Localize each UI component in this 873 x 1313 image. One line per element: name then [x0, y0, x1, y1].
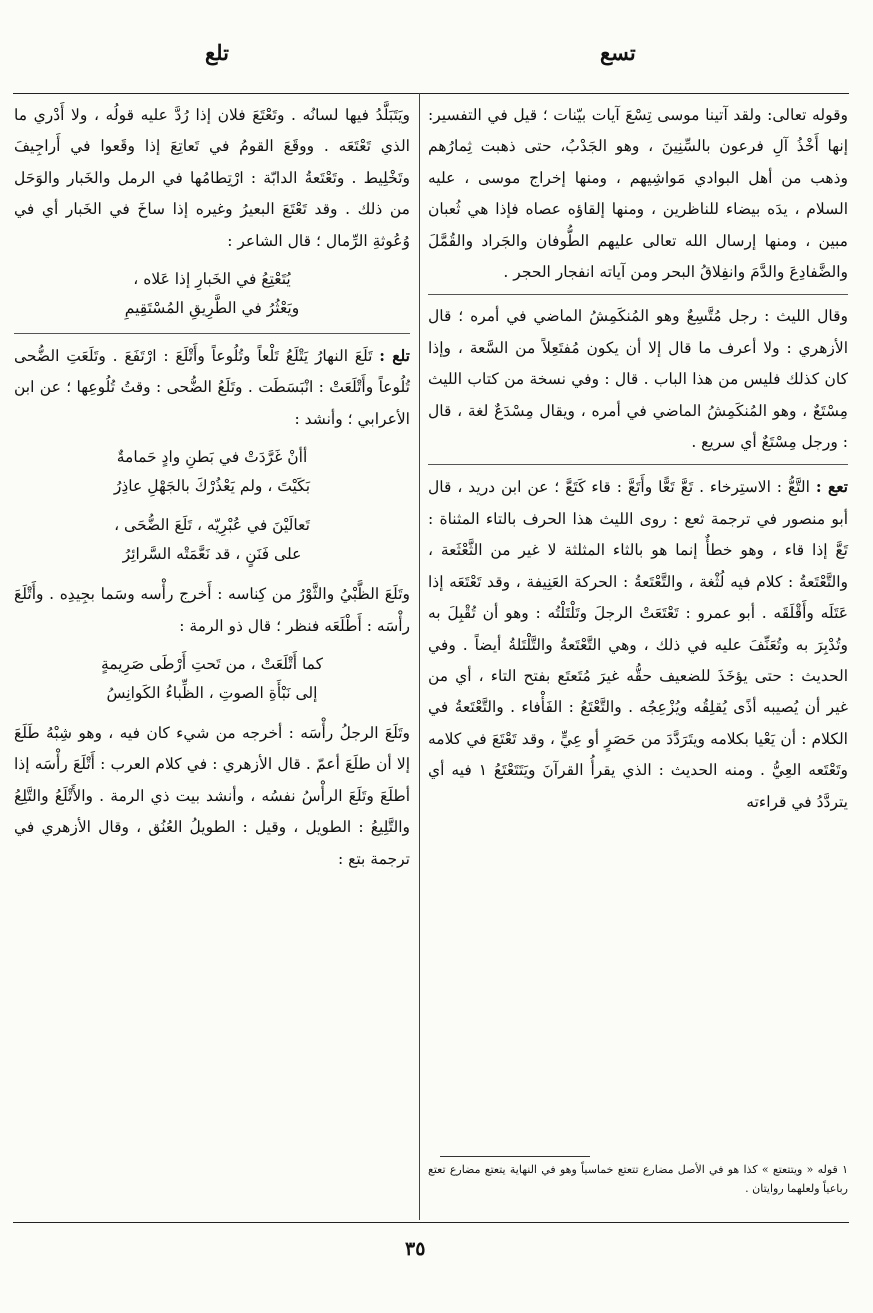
poem-verse-block: [14, 265, 410, 323]
verse-line: أأنْ غَرَّدَتْ في بَطنِ وادٍ حَمامةٌ: [116, 448, 308, 467]
entry-tala: [14, 340, 410, 435]
header-left-word: تلع: [205, 40, 229, 65]
paragraph-divider: [428, 464, 848, 465]
left-column: [14, 100, 410, 875]
verse-line: يُتَعْتِعُ في الخَبارِ إذا عَلاه ،: [133, 270, 291, 289]
page-number: ٣٥: [405, 1238, 426, 1260]
verse-line: ويَعْثُرُ في الطَّرِيقِ المُسْتَقِيمِ: [124, 299, 300, 318]
entry-tasa-laith: وقال الليث : رجل مُتَّسِعٌ وهو المُنكَمِشُ الماضي في أمره ؛ قال الأزهري : ولا أعرف ما قال إلا أن يكون مُفتَعِلاً من السَّعة ، وإذا كان كذلك فليس من هذا الباب . قال : وفي نسخة من كتاب الليث مِسْتَعٌ ، وهو المُنكَمِشُ الماضي في أمره ، ويقال مِسْدَعٌ لغة ، قال : ورجل مِسْتَعٌ أي سريع .: [428, 307, 848, 452]
entry-headword-tala: تلع :: [379, 346, 410, 366]
poem-verse-block: [14, 511, 410, 569]
entry-body-tala: تَلَعَ النهارُ يَتْلَعُ تَلْعاً وتُلُوعاً وأَتْلَعَ : ارْتَفَعَ . وتَلَعَتِ الضُّحى تُلُوعاً وأَتْلَعَتْ : انْبَسَطَت . وتَلَعُ الضُّحى : وقتُ تُلُوعِها ؛ عن ابن الأعرابي ؛ وأنشد :: [14, 347, 410, 428]
entry-tasa-continued: وقوله تعالى: ولقد آتينا موسى تِسْعَ آيات بيّنات ؛ قيل في التفسير: إنها أَخْذُ آلِ فرعون بالسِّنِينَ ، وهو الجَدْبُ، حتى ذهبت ثِمارُهم وذهب من أهل البوادي مَواشِيهم ، ومنها إخراج موسى ، عليه السلام ، يدَه بيضاء للناظرين ، ومنها إلقاؤه عصاه فإذا هي ثُعبان مبين ، ومنها إرسال الله تعالى عليهم الطُّوفان والجَراد والقُمَّلَ والضَّفادِعَ والدَّمَ وانفِلاقُ البحر ومن آياته انفجار الحجر .: [428, 106, 848, 282]
entry-taa: [428, 471, 848, 817]
verse-line: تَعالَيْنَ في عُبْرِيّه ، تَلَعَ الضُّحَى ،: [114, 516, 310, 535]
paragraph-divider: [14, 333, 410, 334]
verse-line: على فَنَنٍ ، قد نَعَّمَتْه السَّرائِرُ: [122, 545, 302, 564]
header-rule: [13, 93, 849, 94]
verse-line: بَكَيْتَ ، ولم يَعْذُرْكَ بالجَهْلِ عاذِرُ: [113, 477, 311, 496]
verse-line: كما أَتْلَعَتْ ، من تَحتِ أَرْطَى صَرِيمةٍ: [100, 655, 324, 674]
poem-verse-block: [14, 650, 410, 708]
right-column: [428, 100, 848, 818]
entry-taa-continued: ويَتَبَلَّدُ فيها لسانُه . وتَعْتَعَ فلان إذا رُدَّ عليه قولُه ، ولا أَدْري ما الذي تَعْتَعَه . ووقَعَ القومُ في تَعاتِعَ إذا وقَعوا في أَراجِيفَ وتَخْلِيط . وتَعْتَعةُ الدابّة : ارْتِطامُها في الرمل والخَبار والوَحَل من ذلك . وقد تَعْتَعَ البعيرُ وغيره إذا ساخَ في الخَبار أي في وُعُوثةِ الرِّمال ؛ قال الشاعر :: [14, 106, 410, 250]
entry-body-taa: التَّعُّ : الاستِرخاء . تَعَّ تَعًّا وأَتَعَّ : قاء كَتَعَّ ؛ عن ابن دريد ، قال أبو منصور في ترجمة ثعع : روى الليث هذا الحرف بالتاء المثناة : تَعَّ إذا قاء ، وهو خطأٌ إنما هو بالثاء المثلثة لا غير من الثَّعْثَعة ، والتَّعْتَعةُ : كلام فيه لُثْغة ، والتَّعْتَعةُ : الحركة العَنِيفة ، وقد تَعْتَعَه إذا عَتَلَه وأَقْلَقَه . أبو عمرو : تَعْتَعَتْ الرجلَ وتَلْتَلْتُه : وهو أن تُقْبِلَ به وتُدْبِرَ به وتُعَنِّفَ عليه في ذلك ، وهي التَّعْتَعةُ والتَّلْتَلةُ أيضاً . وفي الحديث : حتى يؤخَذَ للضعيف حقُّه غيرَ مُتَعتَع بفتح التاء ، أي من غير أن يُصيبه أذًى يُقلِقُه ويُزْعِجُه . والتَّعْتَعُ : الفَأْفاء . والتَّعْتَعةُ في الكلام : أن يَعْيا بكلامه ويتَرَدَّدَ من حَصَرٍ أو عِيٍّ ، وقد تَعْتَعَ في كلامه وتَعْتَعه العِيُّ . ومنه الحديث : الذي يقرأُ القرآنَ ويَتَتَعْتَعُ ١ فيه أي يتردَّدُ في قراءته: [428, 478, 848, 811]
footnote-rule: [440, 1156, 590, 1157]
entry-tala-gazelle: وتَلَعَ الظَّبْيُ والثَّوْرُ من كِناسه : أَخرج رأْسه وسَما بجِيدِه . وأَتْلَعَ رأْسَه : أَطْلَعَه فنظر ؛ قال ذو الرمة :: [14, 585, 410, 635]
verse-line: إلى نَبْأَةِ الصوتِ ، الظِّباءُ الكَوانِسُ: [106, 684, 318, 703]
entry-headword-taa: تعع :: [815, 477, 848, 497]
entry-tala-head: وتَلَعَ الرجلُ رأْسَه : أخرجه من شيء كان فيه ، وهو شِبْهُ طَلَعَ إلا أن طلَعَ أعمّ . قال الأزهري : في كلام العرب : أَتْلَعَ رأْسَه إذا أطلَعَ وتَلَعَ الرأْسُ نفسُه ، وأنشد بيت ذي الرمة . والأَتْلَعُ والتَّلِعُ والتَّلِيعُ : الطويل ، وقيل : الطويلُ العُنُق ، وقال الأزهري في ترجمة بتع :: [14, 724, 410, 868]
paragraph-divider: [428, 294, 848, 295]
header-right-word: تسع: [600, 40, 636, 65]
column-divider: [419, 93, 420, 1220]
footnote: ١ قوله « ويتتعتع » كذا هو في الأصل مضارع تتعتع خماسياً وهو في النهاية يتعتع مضارع تعتع رباعياً ولعلهما روايتان .: [428, 1163, 848, 1195]
footer-rule: [13, 1222, 849, 1223]
poem-verse-block: [14, 443, 410, 501]
